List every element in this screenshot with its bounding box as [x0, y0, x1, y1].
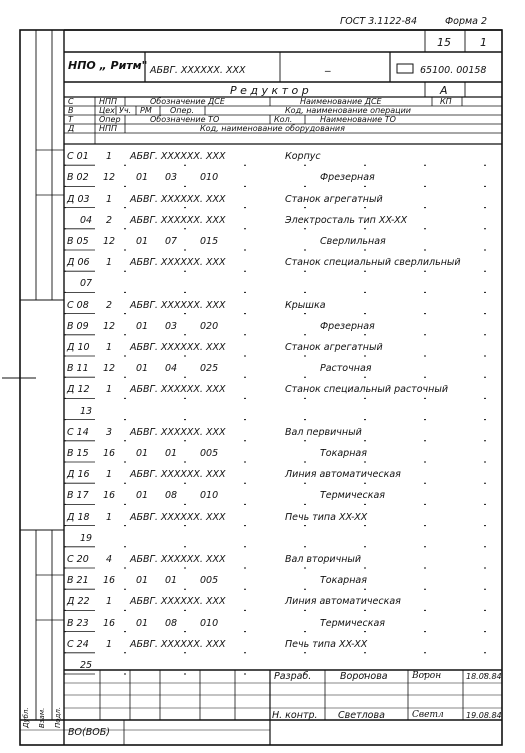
row-designation: АБВГ. XXXXXX. XXX: [130, 638, 226, 650]
row-name: Линия автоматическая: [285, 596, 401, 608]
row-designation: АБВГ. XXXXXX. XXX: [130, 554, 226, 565]
row-quantity: 16: [102, 448, 116, 459]
document-designation: АБВГ. XXXXXX. XXX: [150, 65, 246, 76]
row-name: Электросталь тип XX-XX: [285, 214, 408, 226]
row-designation: АБВГ. XXXXXX. XXX: [130, 342, 226, 353]
form-code: ВО(ВОБ): [68, 727, 110, 738]
header-dash: _: [325, 59, 331, 72]
row-shop: 01: [136, 575, 149, 587]
role-norm-control: Н. контр.: [272, 710, 318, 721]
row-code: Д 12: [67, 384, 90, 396]
service-equipment: Код, наименование оборудования: [200, 124, 345, 133]
service-kp: КП: [440, 97, 452, 106]
norm-control-name: Светлова: [338, 710, 385, 721]
row-quantity: 4: [105, 554, 113, 565]
row-code: В 11: [67, 363, 89, 375]
side-label-podl: Подл.: [54, 706, 62, 728]
sheet-number: 15: [437, 36, 451, 49]
service-npp-d: НПП: [99, 124, 118, 133]
row-code: 07: [80, 278, 93, 290]
row-code: Д 18: [67, 511, 90, 523]
row-name: Крышка: [285, 299, 326, 311]
row-operation-name: Токарная: [320, 575, 367, 587]
standard-code: ГОСТ 3.1122-84: [340, 16, 417, 27]
row-designation: АБВГ. XXXXXX. XXX: [130, 214, 226, 226]
row-code: В 05: [67, 236, 89, 247]
row-name: Линия автоматическая: [285, 469, 401, 481]
row-designation: АБВГ. XXXXXX. XXX: [130, 596, 226, 608]
row-operation-name: Токарная: [320, 448, 367, 459]
row-name: Станок агрегатный: [285, 342, 383, 353]
service-dse-designation: Обозначение ДСЕ: [150, 97, 225, 106]
document-code: 65100. 00158: [420, 65, 487, 76]
service-marker-v: В: [68, 106, 74, 115]
row-quantity: 16: [102, 617, 116, 629]
row-operation: 005: [200, 448, 219, 459]
row-shop: 01: [136, 617, 149, 629]
row-designation: АБВГ. XXXXXX. XXX: [130, 384, 226, 396]
row-code: 04: [80, 214, 93, 226]
organization-name: НПО „ Ритм": [68, 59, 148, 72]
row-code: Д 03: [67, 193, 90, 205]
row-code: Д 22: [67, 596, 90, 608]
row-name: Станок агрегатный: [285, 193, 383, 205]
row-code: С 14: [67, 426, 89, 438]
row-code: С 24: [67, 638, 89, 650]
service-marker-d: Д: [68, 124, 75, 133]
row-quantity: 1: [105, 469, 113, 481]
developer-signature: Ворон: [412, 671, 442, 681]
row-operation-name: Фрезерная: [320, 172, 375, 184]
row-shop: 01: [136, 320, 149, 332]
row-code: Д 06: [67, 257, 90, 269]
row-quantity: 2: [105, 299, 113, 311]
row-quantity: 1: [105, 342, 113, 353]
side-label-dubl: Дубл.: [22, 707, 30, 728]
row-code: В 17: [67, 490, 89, 502]
row-code: В 21: [67, 575, 89, 587]
service-dse-name: Наименование ДСЕ: [300, 97, 382, 106]
row-designation: АБВГ. XXXXXX. XXX: [130, 511, 226, 523]
row-name: Станок специальный сверлильный: [285, 257, 461, 269]
row-section: 04: [165, 363, 178, 375]
row-operation-name: Термическая: [320, 490, 385, 502]
row-quantity: 1: [105, 257, 113, 269]
row-quantity: 12: [102, 236, 116, 247]
row-designation: АБВГ. XXXXXX. XXX: [130, 257, 226, 269]
service-workplace: РМ: [140, 106, 152, 115]
row-name: Корпус: [285, 151, 321, 163]
row-operation: 010: [200, 172, 219, 184]
row-quantity: 12: [102, 320, 116, 332]
row-code: В 23: [67, 617, 89, 629]
row-name: Вал вторичный: [285, 554, 362, 565]
row-code: В 02: [67, 172, 89, 184]
row-section: 03: [165, 172, 178, 184]
row-code: С 08: [67, 299, 89, 311]
service-to-designation: Обозначение ТО: [150, 115, 220, 124]
row-section: 08: [165, 490, 178, 502]
row-code: В 15: [67, 448, 89, 459]
form-number: Форма 2: [445, 16, 488, 27]
row-code: В 09: [67, 320, 89, 332]
row-name: Станок специальный расточный: [285, 384, 449, 396]
side-label-vzam: Взам.: [38, 707, 46, 728]
row-name: Печь типа XX-XX: [285, 511, 368, 523]
row-section: 03: [165, 320, 178, 332]
row-operation: 005: [200, 575, 219, 587]
norm-control-date: 19.08.84: [466, 711, 502, 720]
row-name: Печь типа XX-XX: [285, 638, 368, 650]
service-marker-s: С: [68, 97, 74, 106]
row-designation: АБВГ. XXXXXX. XXX: [130, 469, 226, 481]
row-section: 08: [165, 617, 178, 629]
row-section: 01: [165, 575, 178, 587]
row-code: С 20: [67, 554, 89, 565]
developer-date: 18.08.84: [466, 672, 502, 681]
row-quantity: 1: [105, 384, 113, 396]
service-operation-name: Код, наименование операции: [285, 106, 411, 115]
row-operation: 010: [200, 617, 219, 629]
row-section: 01: [165, 448, 178, 459]
row-code: С 01: [67, 151, 89, 163]
row-quantity: 1: [105, 596, 113, 608]
service-operation: Опер.: [170, 106, 195, 115]
row-quantity: 2: [105, 214, 113, 226]
row-operation-name: Расточная: [320, 363, 372, 375]
row-shop: 01: [136, 172, 149, 184]
row-code: Д 10: [67, 342, 90, 353]
row-code: Д 16: [67, 469, 90, 481]
service-to-name: Наименование ТО: [320, 115, 396, 124]
sheets-total: 1: [480, 36, 487, 49]
row-operation-name: Фрезерная: [320, 320, 375, 332]
service-marker-t: Т: [68, 115, 73, 124]
service-section: Уч.: [119, 106, 132, 115]
row-quantity: 12: [102, 363, 116, 375]
row-designation: АБВГ. XXXXXX. XXX: [130, 193, 226, 205]
norm-control-signature: Светл: [412, 710, 444, 720]
row-operation-name: Сверлильная: [320, 236, 386, 247]
service-oper: Опер: [99, 115, 121, 124]
row-quantity: 12: [102, 172, 116, 184]
developer-name: Воронова: [340, 671, 388, 682]
row-code: 25: [80, 660, 93, 671]
row-code: 13: [80, 405, 93, 417]
role-developer: Разраб.: [274, 671, 312, 682]
row-shop: 01: [136, 363, 149, 375]
row-quantity: 16: [102, 490, 116, 502]
row-section: 07: [165, 236, 178, 247]
row-shop: 01: [136, 236, 149, 247]
service-shop: Цех: [99, 106, 115, 115]
row-operation: 025: [200, 363, 219, 375]
letter-mark: А: [440, 84, 448, 97]
row-operation: 015: [200, 236, 219, 247]
row-quantity: 16: [102, 575, 116, 587]
service-quantity: Кол.: [274, 115, 293, 124]
row-operation: 020: [200, 320, 219, 332]
row-designation: АБВГ. XXXXXX. XXX: [130, 151, 226, 163]
row-shop: 01: [136, 490, 149, 502]
row-code: 19: [80, 532, 93, 544]
row-quantity: 1: [105, 511, 113, 523]
row-operation-name: Термическая: [320, 617, 385, 629]
row-operation: 010: [200, 490, 219, 502]
row-quantity: 3: [105, 426, 113, 438]
row-quantity: 1: [105, 193, 113, 205]
row-designation: АБВГ. XXXXXX. XXX: [130, 426, 226, 438]
service-npp: НПП: [99, 97, 118, 106]
row-quantity: 1: [105, 151, 113, 163]
row-shop: 01: [136, 448, 149, 459]
row-name: Вал первичный: [285, 426, 362, 438]
product-title: Р е д у к т о р: [230, 84, 309, 97]
row-designation: АБВГ. XXXXXX. XXX: [130, 299, 226, 311]
row-quantity: 1: [105, 638, 113, 650]
